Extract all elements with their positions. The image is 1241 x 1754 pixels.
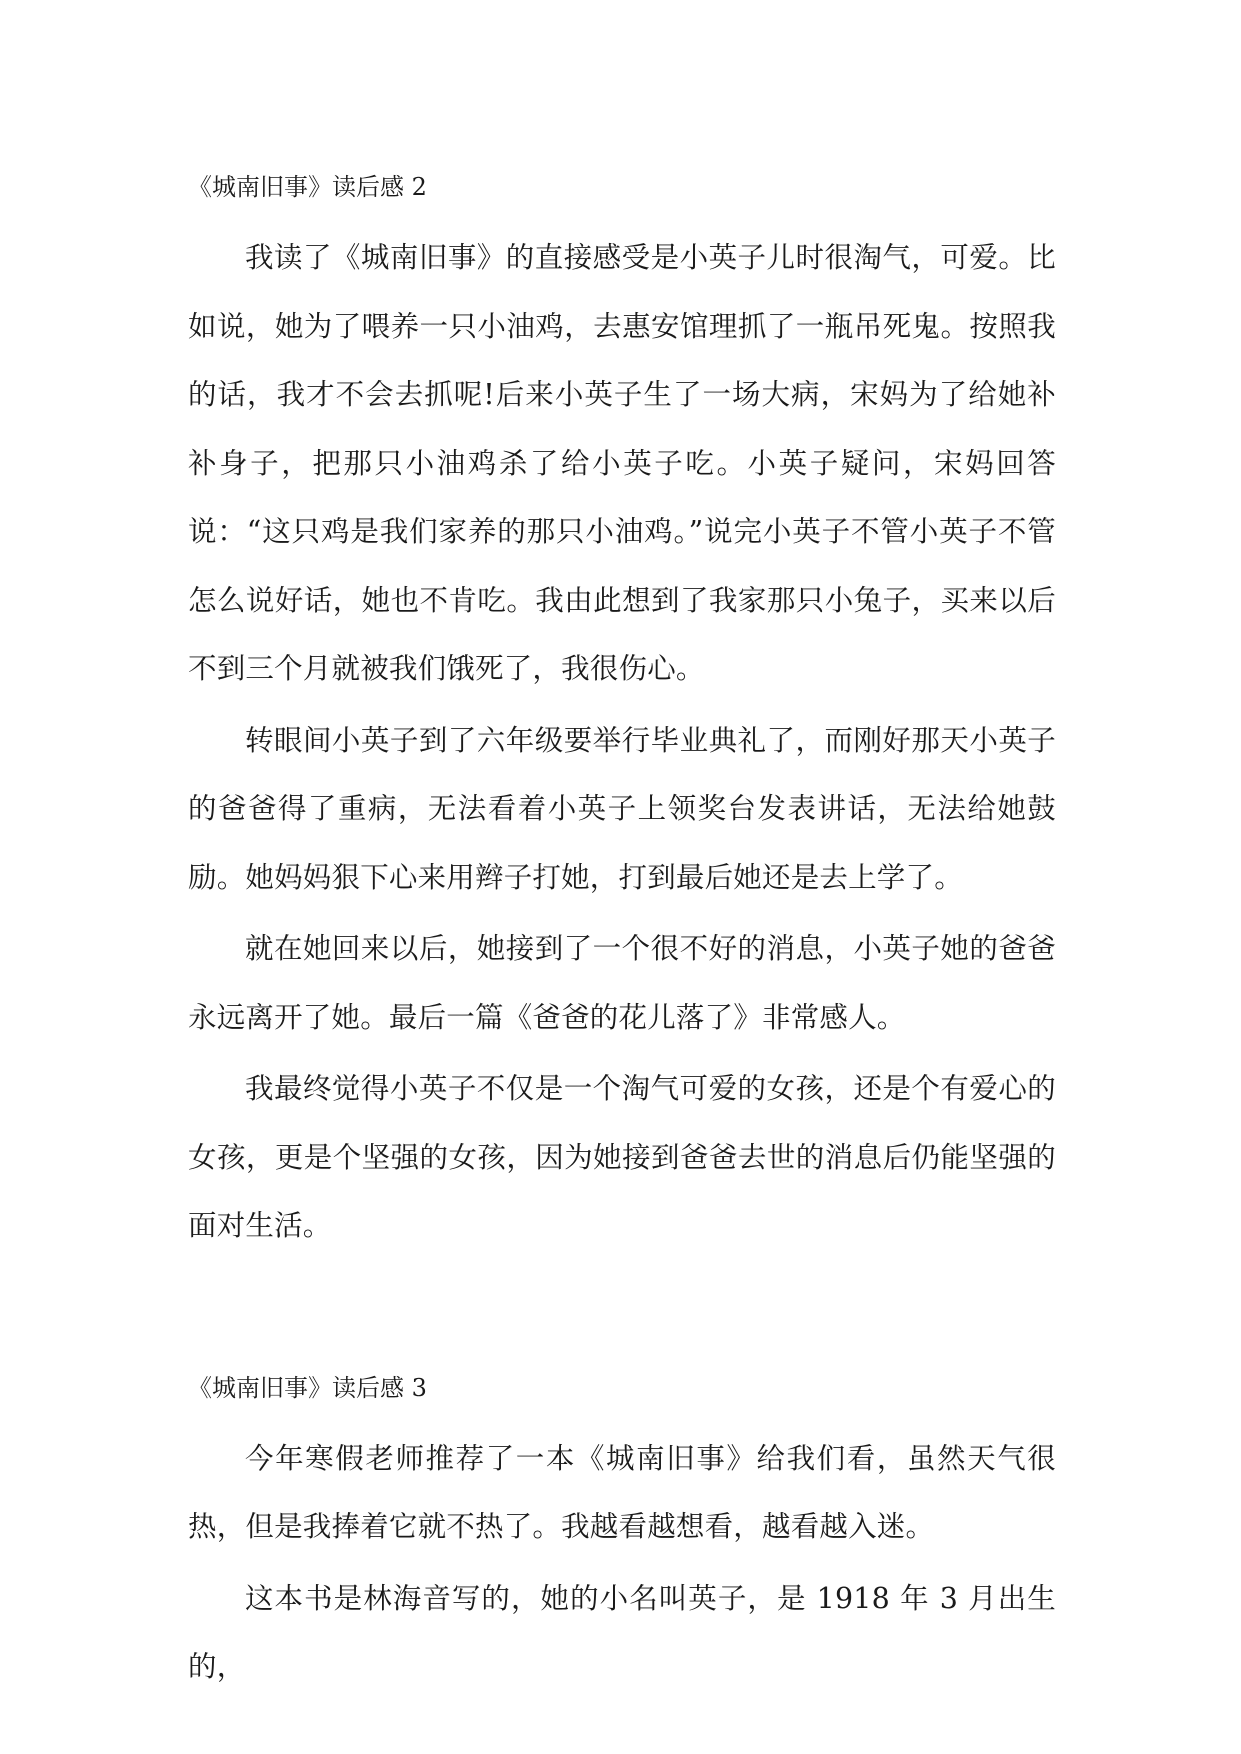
document-body — [188, 160, 1056, 1705]
paragraph: 我最终觉得小英子不仅是一个淘气可爱的女孩，还是个有爱心的女孩，更是个坚强的女孩，因为她接到爸爸去世的消息后仍能坚强的面对生活。 — [188, 1072, 1056, 1242]
section-title: 《城南旧事》读后感 2 — [188, 173, 427, 201]
paragraph: 今年寒假老师推荐了一本《城南旧事》给我们看，虽然天气很热，但是我捧着它就不热了。我越看越想看，越看越入迷。 — [188, 1441, 1056, 1543]
essay-section-3 — [188, 1361, 1056, 1702]
essay-section-2 — [188, 160, 1056, 1261]
paragraph: 转眼间小英子到了六年级要举行毕业典礼了，而刚好那天小英子的爸爸得了重病，无法看着小英子上领奖台发表讲话，无法给她鼓励。她妈妈狠下心来用辫子打她，打到最后她还是去上学了。 — [188, 723, 1056, 894]
paragraph: 这本书是林海音写的，她的小名叫英子，是 1918 年 3 月出生的， — [188, 1581, 1056, 1683]
paragraph: 我读了《城南旧事》的直接感受是小英子儿时很淘气，可爱。比如说，她为了喂养一只小油鸡，去惠安馆理抓了一瓶吊死鬼。按照我的话，我才不会去抓呢!后来小英子生了一场大病，宋妈为了给她补补身子，把那只小油鸡杀了给小英子吃。小英子疑问，宋妈回答说：“这只鸡是我们家养的那只小油鸡。”说完小英子不管小英子不管怎么说好话，她也不肯吃。我由此想到了我家那只小兔子，买来以后不到三个月就被我们饿死了，我很伤心。 — [188, 241, 1056, 685]
section-title: 《城南旧事》读后感 3 — [188, 1373, 427, 1402]
paragraph: 就在她回来以后，她接到了一个很不好的消息，小英子她的爸爸永远离开了她。最后一篇《爸爸的花儿落了》非常感人。 — [188, 932, 1056, 1034]
